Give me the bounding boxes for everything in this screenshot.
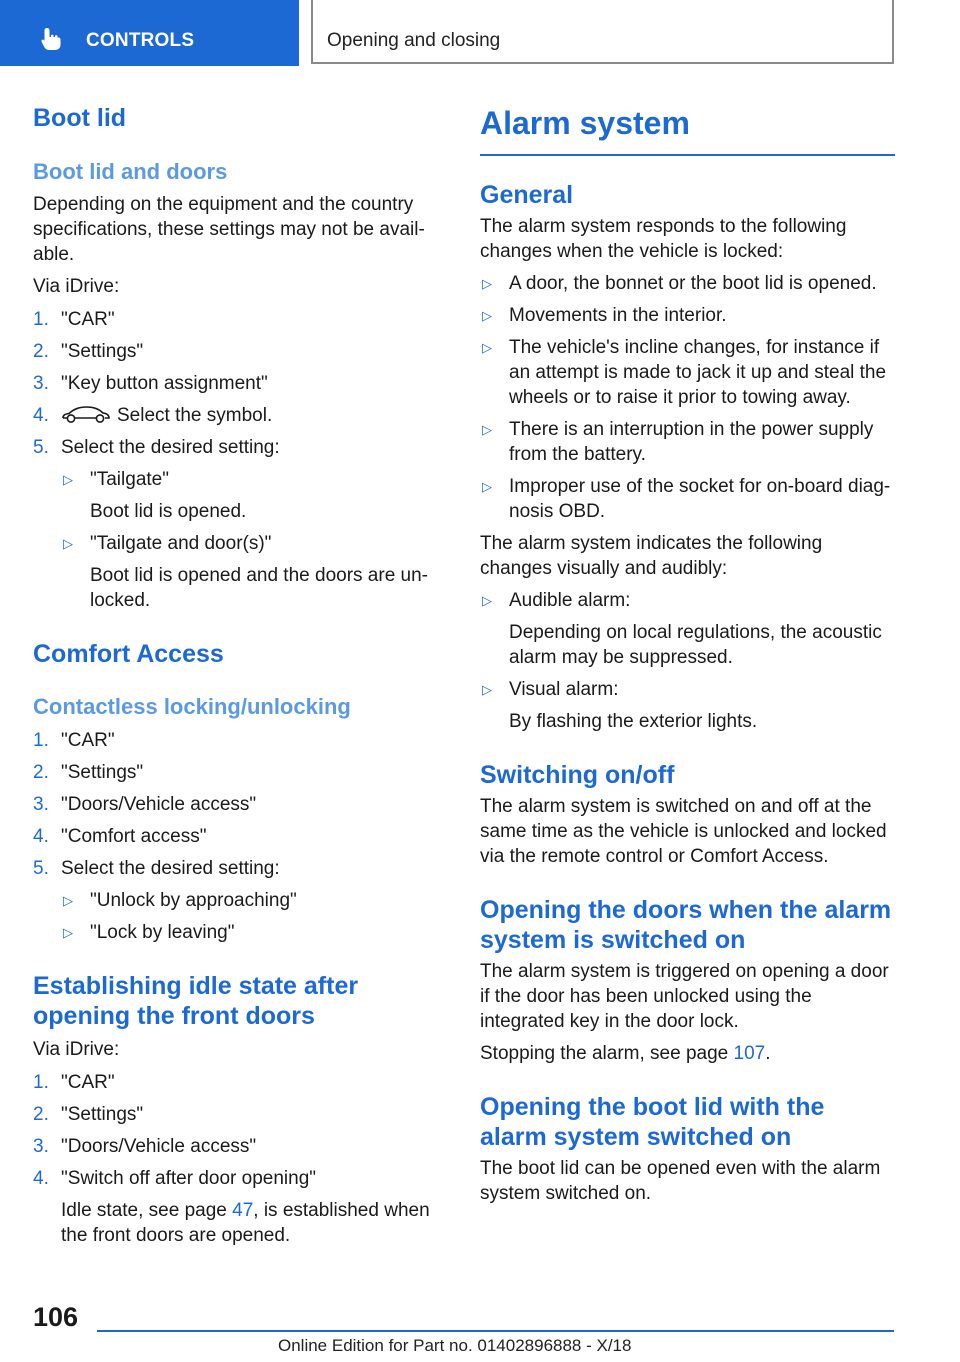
list-item: 3. "Doors/Vehicle access" [33,1136,257,1157]
contactless-heading: Contactless locking/unlocking [33,694,351,719]
bullet-triangle-icon: ▷ [63,925,73,940]
alarm-heading-rule [480,96,895,156]
list-item: 3. "Doors/Vehicle access" [33,794,257,815]
list-item: 5. Select the desired setting: ▷ "Unlock by approaching" ▷ "Lock by leaving" [33,856,433,945]
bullet-triangle-icon: ▷ [482,682,492,697]
general-intro: The alarm system responds to the following changes when the vehicle is locked: [480,216,847,262]
bullet-triangle-icon: ▷ [482,479,492,494]
general-heading: General [480,181,574,209]
list-item: 4. "Switch off after door opening" Idle state, see page 47, is established when the front doors are opened. [33,1166,433,1248]
list-item: 3. "Key button assignment" [33,373,268,394]
list-item: ▷ The vehicle's incline changes, for instance if an attempt is made to jack it up and steal the wheels or to raise it prior to towing away. [482,337,887,408]
page-header [0,0,960,66]
list-item: ▷ Visual alarm: By flashing the exterior lights. [482,679,758,732]
left-column [33,96,433,1248]
bullet-triangle-icon: ▷ [482,276,492,291]
idle-note: Idle state, see page 47, is established when the front doors are opened. [61,1200,430,1246]
opening-boot-lid-text: The boot lid can be opened even with the alarm system switched on. [480,1158,881,1204]
alarm-system-heading: Alarm system [480,105,690,141]
bullet-triangle-icon: ▷ [63,536,73,551]
alarm-responds-list [480,271,895,524]
comfort-access-heading: Comfort Access [33,640,224,668]
chapter-title: Opening and closing [327,30,501,51]
list-item: ▷ "Tailgate" Boot lid is opened. [63,469,247,522]
list-item: ▷ Audible alarm: Depending on local regulations, the acoustic alarm may be suppressed. [482,590,882,668]
comfort-steps [33,728,433,945]
car-icon [61,403,111,425]
opening-doors-text: The alarm system is triggered on opening a door if the door has been unlocked using the integrated key in the door lock. [480,961,889,1032]
list-item: 5. Select the desired setting: ▷ "Tailgate" Boot lid is opened. ▷ "Tailgate and door(s)" Boot lid is opened and the doors are un-locked. [33,435,433,613]
boot-lid-steps [33,307,433,613]
indicates-intro: The alarm system indicates the following changes visually and audibly: [480,533,823,579]
list-item: ▷ "Unlock by approaching" [63,890,297,911]
list-item: ▷ Improper use of the socket for on-board diag-nosis OBD. [482,476,891,522]
page-number: 106 [33,1302,79,1332]
bullet-triangle-icon: ▷ [482,593,492,608]
section-tab [0,0,299,66]
section-label: CONTROLS [86,30,195,51]
right-column [480,96,895,1206]
idle-steps [33,1070,433,1248]
bullet-triangle-icon: ▷ [482,340,492,355]
via-idrive-label: Via iDrive: [33,276,120,297]
page-link-107[interactable]: 107 [733,1043,766,1064]
list-item: 1. "CAR" [33,730,115,751]
opening-boot-lid-heading: Opening the boot lid with the alarm system switched on [480,1093,825,1151]
bullet-triangle-icon: ▷ [63,893,73,908]
list-item: 1. "CAR" [33,309,115,330]
bullet-triangle-icon: ▷ [63,472,73,487]
list-item: 2. "Settings" [33,341,144,362]
bullet-triangle-icon: ▷ [482,308,492,323]
list-item: ▷ There is an interruption in the power supply from the battery. [482,419,874,465]
list-item: ▷ "Tailgate and door(s)" Boot lid is opened and the doors are un-locked. [63,533,429,611]
switching-heading: Switching on/off [480,761,675,789]
hand-pointer-icon [38,26,64,52]
list-item: 4. Select the symbol. [33,405,273,426]
alarm-indicates-list [480,588,895,734]
list-item: 4. "Comfort access" [33,826,207,847]
boot-lid-heading: Boot lid [33,104,127,132]
opening-doors-heading: Opening the doors when the alarm system is switched on [480,896,892,954]
page-link-47[interactable]: 47 [232,1200,254,1221]
bullet-triangle-icon: ▷ [482,422,492,437]
via-idrive-label: Via iDrive: [33,1039,120,1060]
boot-lid-options [61,467,433,613]
list-item: 2. "Settings" [33,762,144,783]
boot-lid-intro: Depending on the equipment and the country specifications, these settings may not be avail-able. [33,194,425,265]
boot-lid-doors-heading: Boot lid and doors [33,159,228,184]
list-item: 2. "Settings" [33,1104,144,1125]
chapter-tab [311,0,894,64]
idle-state-heading: Establishing idle state after opening the front doors [33,972,359,1030]
edition-text: Online Edition for Part no. 01402896888 - X/18 [278,1336,632,1355]
page-footer [0,1290,960,1362]
footer-divider [97,1330,894,1332]
switching-text: The alarm system is switched on and off at the same time as the vehicle is unlocked and locked via the remote control or Comfort Access. [480,796,887,867]
list-item: ▷ A door, the bonnet or the boot lid is opened. [482,273,877,294]
stopping-alarm-note: Stopping the alarm, see page 107. [480,1043,771,1064]
comfort-options [61,888,433,945]
list-item: ▷ "Lock by leaving" [63,922,235,943]
list-item: 1. "CAR" [33,1072,115,1093]
list-item: ▷ Movements in the interior. [482,305,727,326]
